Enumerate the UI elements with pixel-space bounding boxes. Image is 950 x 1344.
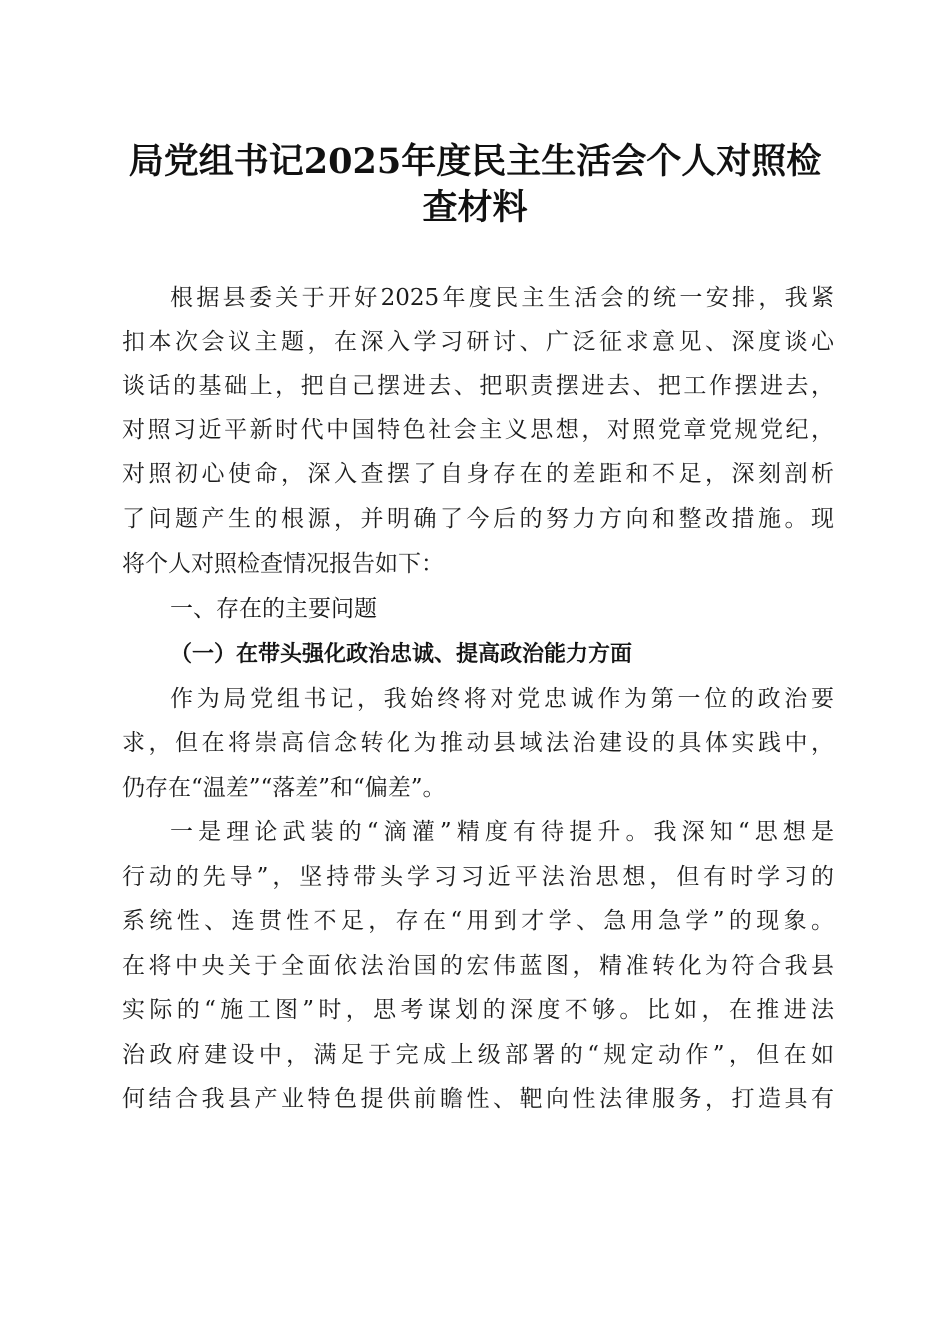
intro-line: 扣本次会议主题，在深入学习研讨、广泛征求意见、深度谈心	[122, 329, 834, 355]
intro-line: 对照初心使命，深入查摆了自身存在的差距和不足，深刻剖析	[122, 461, 834, 487]
section-heading: 一、存在的主要问题	[170, 596, 377, 622]
document-title-line-1: 局党组书记2025年度民主生活会个人对照检	[128, 141, 822, 182]
paragraph-line: 一是理论武装的“滴灌”精度有待提升。我深知“思想是	[170, 819, 834, 845]
subsection-heading: （一）在带头强化政治忠诚、提高政治能力方面	[170, 641, 633, 667]
paragraph-line: 实际的“施工图”时，思考谋划的深度不够。比如，在推进法	[122, 997, 834, 1023]
paragraph-line: 仍存在“温差”“落差”和“偏差”。	[122, 775, 446, 801]
document-title-line-2: 查材料	[422, 187, 528, 228]
paragraph-line: 治政府建设中，满足于完成上级部署的“规定动作”，但在如	[122, 1042, 834, 1068]
intro-line: 了问题产生的根源，并明确了今后的努力方向和整改措施。现	[122, 506, 834, 532]
paragraph-line: 何结合我县产业特色提供前瞻性、靶向性法律服务，打造具有	[122, 1086, 834, 1112]
paragraph-line: 系统性、连贯性不足，存在“用到才学、急用急学”的现象。	[122, 908, 834, 934]
paragraph-line: 在将中央关于全面依法治国的宏伟蓝图，精准转化为符合我县	[122, 953, 834, 979]
paragraph-line: 作为局党组书记，我始终将对党忠诚作为第一位的政治要	[170, 686, 834, 712]
paragraph-line: 行动的先导”，坚持带头学习习近平法治思想，但有时学习的	[122, 864, 834, 890]
paragraph-line: 求，但在将崇高信念转化为推动县域法治建设的具体实践中，	[122, 730, 834, 756]
intro-line: 将个人对照检查情况报告如下：	[122, 551, 444, 577]
intro-line: 谈话的基础上，把自己摆进去、把职责摆进去、把工作摆进去，	[122, 373, 834, 399]
intro-line: 根据县委关于开好2025年度民主生活会的统一安排，我紧	[170, 285, 834, 311]
intro-line: 对照习近平新时代中国特色社会主义思想，对照党章党规党纪，	[122, 417, 834, 443]
